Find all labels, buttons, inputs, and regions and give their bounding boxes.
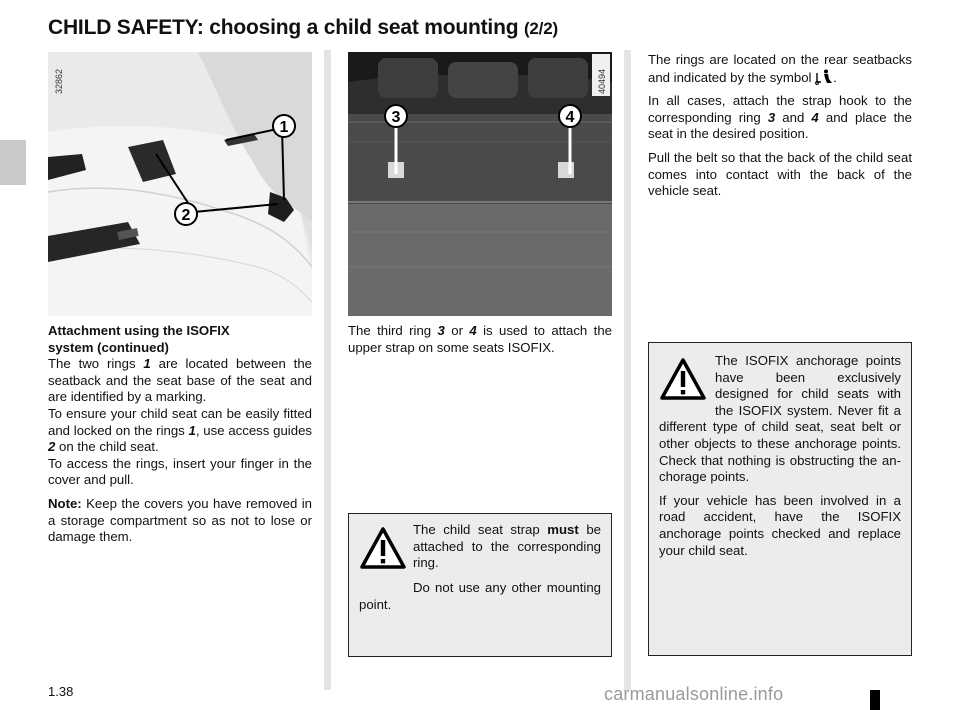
warning-isofix-p2: If your vehicle has been involved in a road accident, have the ISOFIX anchorage points checked and replace your child seat.	[659, 492, 901, 558]
callout-3: 3	[391, 109, 401, 126]
warning-isofix-text	[659, 353, 901, 559]
watermark: carmanualsonline.info	[604, 684, 784, 704]
paragraph-rings-symbol: The rings are located on the rear seatbacks and indicated by the symbol .	[648, 52, 912, 85]
figure-ref-left: 32862	[54, 68, 64, 94]
title-main: CHILD SAFETY: choosing a child seat mounting	[48, 16, 519, 39]
figure-ref-middle: 40494	[597, 68, 607, 94]
seat-illustration	[48, 52, 312, 316]
title-sub: (2/2)	[523, 19, 558, 38]
column-1-text	[48, 323, 312, 553]
paragraph-third-ring: The third ring 3 or 4 is used to attach the upper strap on some seats ISOFIX.	[348, 323, 612, 355]
figure-isofix-rings	[48, 52, 312, 316]
heading-line-2: system (continued)	[48, 339, 169, 355]
paragraph-rings-location: The two rings 1 are located between the seatback and the seat base of the seat and are identified by a marking.	[48, 356, 312, 405]
callout-2: 2	[181, 207, 191, 224]
callout-4: 4	[565, 109, 575, 126]
column-separator-1	[324, 50, 331, 690]
callout-1: 1	[279, 119, 289, 136]
section-heading	[48, 323, 312, 356]
warning-isofix-p1: The ISOFIX anchorage points have been exclusively designed for child seats with the ISOFIX system. Never fit a different type of child seat, seat belt or other objects to these anchorage points. Check that nothing is obstructing the anchorage points.	[659, 353, 901, 485]
column-2-text	[348, 323, 612, 363]
heading-line-1: Attachment using the ISOFIX	[48, 323, 230, 338]
warning-mounting-text: Do not use any other mounting point.	[359, 580, 601, 612]
chapter-tab	[0, 140, 26, 185]
figure-rear-rings	[348, 52, 612, 316]
paragraph-strap-hook: In all cases, attach the strap hook to the corresponding ring 3 and 4 and place the seat in the desired position.	[648, 93, 912, 142]
column-separator-2	[624, 50, 631, 690]
warning-triangle-icon	[359, 526, 407, 570]
isofix-symbol-icon	[815, 69, 833, 85]
page-title	[48, 16, 558, 40]
corner-mark	[870, 690, 880, 710]
warning-strap-text: The child seat strap must be attached to the corresponding ring.	[413, 522, 601, 571]
warning-box-strap	[348, 513, 612, 657]
note-paragraph: Note: Keep the covers you have removed in a storage compartment so as not to lose or damage them.	[48, 495, 312, 545]
paragraph-access-rings: To access the rings, insert your finger in the cover and pull.	[48, 455, 312, 488]
paragraph-access-guides: To ensure your child seat can be easily fitted and locked on the rings 1, use access guides 2 on the child seat.	[48, 405, 312, 455]
paragraph-pull-belt: Pull the belt so that the back of the child seat comes into contact with the back of the vehicle seat.	[648, 149, 912, 199]
rear-seat-photo	[348, 52, 612, 316]
page-number: 1.38	[48, 684, 74, 699]
column-3-text	[648, 52, 912, 207]
warning-box-isofix	[648, 342, 912, 656]
